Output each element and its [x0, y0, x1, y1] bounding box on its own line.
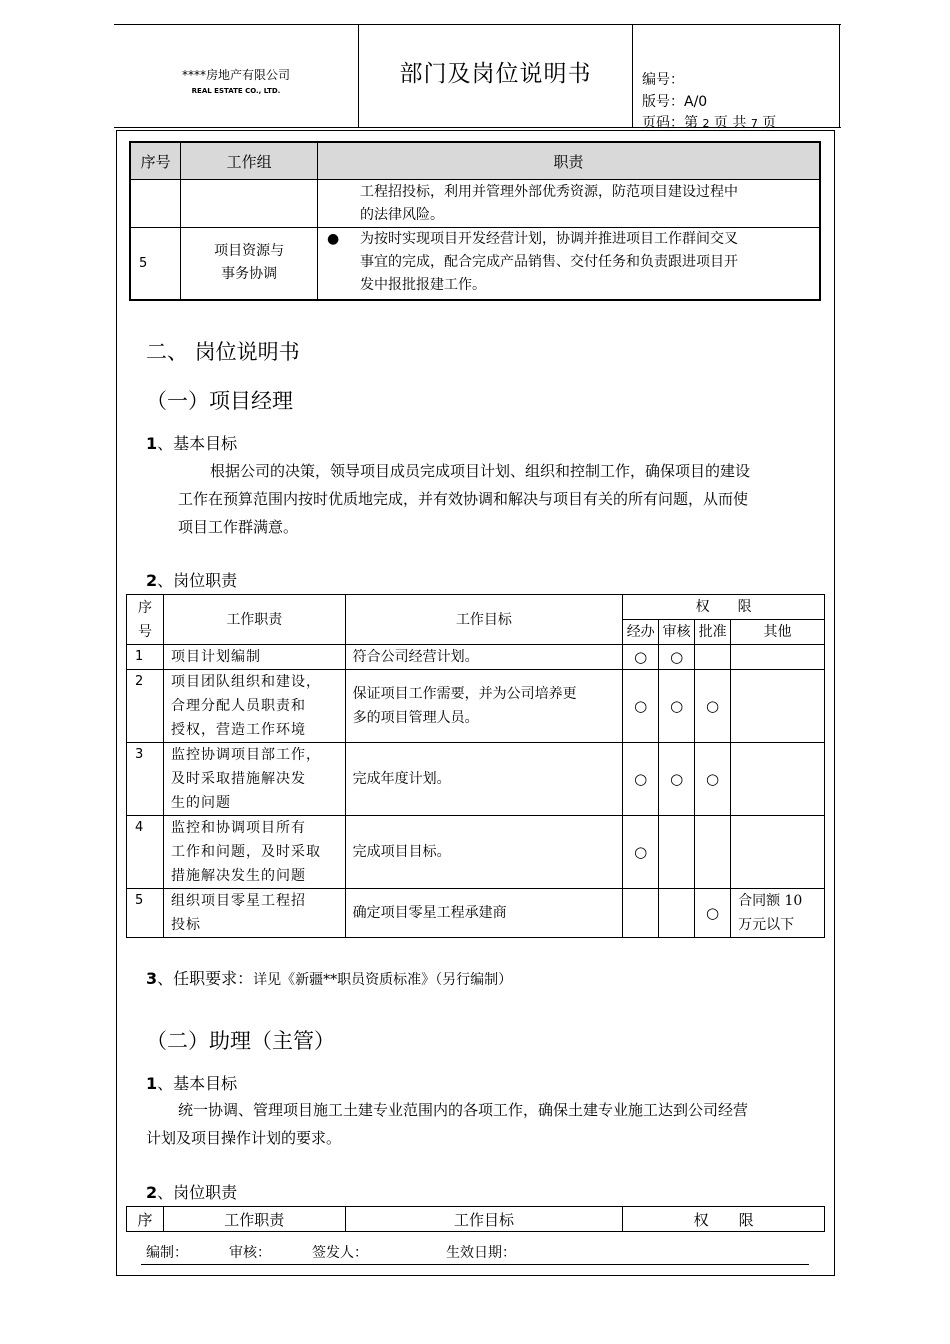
other-line: 合同额 10: [738, 893, 803, 909]
col-seq-line: 序: [137, 599, 152, 616]
target-line: 多的项目管理人员。: [352, 710, 479, 726]
duty-line: 为按时实现项目开发经营计划，协调并推进项目工作群间交叉: [359, 231, 738, 247]
col-auth-review: 审核: [659, 620, 695, 645]
col-seq-line: 号: [137, 623, 152, 640]
heading-num: 1: [146, 434, 158, 453]
mark-handle: ○: [623, 816, 659, 889]
mark-review: [659, 816, 695, 889]
footer-rule: [141, 1264, 809, 1265]
mark-approve: [695, 816, 731, 889]
heading-num: 2: [146, 1183, 158, 1202]
mark-other: [731, 645, 825, 670]
mark-handle: ○: [623, 743, 659, 816]
heading-num: 2: [146, 571, 158, 590]
mark-handle: ○: [623, 645, 659, 670]
col-authority: 权 限: [623, 595, 825, 620]
page-current: 2: [702, 117, 710, 130]
table-row: [127, 670, 825, 743]
heading-requirements: [146, 966, 512, 989]
mark-review: ○: [659, 670, 695, 743]
heading-duties: [146, 568, 237, 591]
company-name: ****房地产有限公司: [181, 68, 290, 82]
col-auth-approve: 批准: [695, 620, 731, 645]
col-target: 工作目标: [345, 1207, 623, 1232]
page-prefix: 页码：第: [642, 115, 698, 131]
row-duty: [317, 228, 820, 300]
duty-line: 工程招投标，利用并管理外部优秀资源，防范项目建设过程中: [359, 184, 738, 200]
document-header: [114, 24, 841, 131]
duty-line: 监控和协调项目所有: [170, 820, 306, 836]
row-target: 完成年度计划。: [345, 743, 623, 816]
table-row: [127, 645, 825, 670]
target-line: 保证项目工作需要，并为公司培养更: [352, 686, 577, 702]
duty-line: 组织项目零星工程招: [170, 893, 306, 909]
requirements-text: 详见《新疆**职员资质标准》（另行编制）: [253, 972, 513, 988]
duty-line: 的法律风险。: [359, 207, 444, 223]
table-row: [127, 889, 825, 938]
col-authority: 权 限: [623, 1207, 825, 1232]
row-duty: 项目计划编制: [163, 645, 345, 670]
footer-reviewer: 审核：: [229, 1245, 271, 1261]
mark-approve: ○: [695, 889, 731, 938]
duty-line: 及时采取措施解决发: [170, 771, 306, 787]
col-seq: [127, 595, 164, 645]
mark-approve: ○: [695, 670, 731, 743]
duty-line: 生的问题: [170, 795, 231, 811]
para-line: 工作在预算范围内按时优质地完成，并有效协调和解决与项目有关的所有问题，从而使: [178, 490, 749, 508]
doc-code: 编号：: [642, 72, 684, 88]
footer-editor: 编制：: [146, 1245, 188, 1261]
row-target: 符合公司经营计划。: [345, 645, 623, 670]
mark-review: [659, 889, 695, 938]
heading-num: 3: [146, 969, 158, 988]
duties-table: [126, 594, 825, 938]
col-target: 工作目标: [345, 595, 623, 645]
row-num: 2: [127, 670, 164, 743]
page-number: [642, 112, 776, 132]
mark-handle: ○: [623, 670, 659, 743]
page-total: 7: [750, 117, 758, 130]
table-row: [127, 816, 825, 889]
mark-other: [731, 743, 825, 816]
col-group: 工作组: [181, 142, 318, 180]
para-line: 项目工作群满意。: [178, 518, 299, 536]
row-group: [181, 180, 318, 228]
col-seq: 序号: [130, 142, 181, 180]
page-mid: 页 共: [713, 115, 747, 131]
duty-line: 发中报批报建工作。: [359, 277, 486, 293]
mark-other: [731, 889, 825, 938]
heading-basic-goal-2: [146, 1071, 237, 1094]
duty-line: 工作和问题，及时采取: [170, 844, 321, 860]
mark-approve: [695, 645, 731, 670]
mark-other: [731, 816, 825, 889]
duty-line: 措施解决发生的问题: [170, 868, 306, 884]
col-duty: 职责: [317, 142, 820, 180]
row-duty: [163, 816, 345, 889]
table-header-row: [130, 142, 820, 180]
company-name-en: REAL ESTATE CO., LTD.: [191, 87, 281, 95]
row-duty: [317, 180, 820, 228]
row-num: [130, 180, 181, 228]
row-target: 确定项目零星工程承建商: [345, 889, 623, 938]
other-line: 万元以下: [738, 917, 795, 933]
row-num: 4: [127, 816, 164, 889]
duties-table-2: [126, 1206, 825, 1232]
mark-approve: ○: [695, 743, 731, 816]
row-num: 5: [127, 889, 164, 938]
mark-other: [731, 670, 825, 743]
heading-label: 、岗位职责: [157, 1183, 238, 1202]
goal-paragraph-2: [146, 1096, 826, 1152]
col-duty: 工作职责: [163, 1207, 345, 1232]
subsection-title: （一）项目经理: [146, 389, 293, 413]
col-auth-handle: 经办: [623, 620, 659, 645]
duty-line: 事宜的完成，配合完成产品销售、交付任务和负责跟进项目开: [359, 254, 738, 270]
header-divider: [839, 25, 840, 127]
heading-basic-goal: [146, 431, 237, 454]
para-line: 统一协调、管理项目施工土建专业范围内的各项工作，确保土建专业施工达到公司经营: [178, 1101, 749, 1119]
row-num: 5: [130, 228, 181, 300]
table-row: [130, 180, 820, 228]
col-duty: 工作职责: [163, 595, 345, 645]
footer-effective-date: 生效日期：: [446, 1245, 516, 1261]
heading-label: 、基本目标: [157, 434, 238, 453]
row-duty: [163, 889, 345, 938]
document-title: 部门及岗位说明书: [399, 61, 592, 87]
subsection-title: （二）助理（主管）: [146, 1029, 335, 1053]
table-header-row: [127, 595, 825, 620]
para-line: 根据公司的决策，领导项目成员完成项目计划、组织和控制工作，确保项目的建设: [210, 462, 751, 480]
goal-paragraph: [178, 457, 828, 541]
row-target: [345, 670, 623, 743]
mark-review: ○: [659, 743, 695, 816]
row-num: 1: [127, 645, 164, 670]
heading-duties-2: [146, 1180, 237, 1203]
page-suffix: 页: [762, 115, 777, 131]
group-line: 事务协调: [221, 266, 278, 283]
heading-label: 、基本目标: [157, 1074, 238, 1093]
bullet-icon: ●: [326, 231, 340, 247]
row-duty: [163, 670, 345, 743]
footer-issuer: 签发人：: [312, 1245, 368, 1261]
heading-label: 、任职要求：: [157, 969, 254, 988]
mark-review: ○: [659, 645, 695, 670]
row-num: 3: [127, 743, 164, 816]
row-group: [181, 228, 318, 300]
section-title: 二、 岗位说明书: [146, 340, 300, 364]
heading-num: 1: [146, 1074, 158, 1093]
duty-line: 合理分配人员职责和: [170, 698, 306, 714]
col-seq: 序: [127, 1207, 164, 1232]
row-duty: [163, 743, 345, 816]
duty-line: 授权，营造工作环境: [170, 722, 306, 738]
row-target: 完成项目目标。: [345, 816, 623, 889]
table-row: [127, 743, 825, 816]
mark-handle: [623, 889, 659, 938]
header-divider: [632, 25, 633, 127]
heading-label: 、岗位职责: [157, 571, 238, 590]
workgroup-table: [129, 141, 821, 301]
doc-version: 版号：A/0: [642, 94, 708, 110]
duty-line: 项目团队组织和建设，: [170, 674, 321, 690]
duty-line: 投标: [170, 917, 201, 933]
para-line: 计划及项目操作计划的要求。: [146, 1129, 342, 1147]
duty-line: 监控协调项目部工作，: [170, 747, 321, 763]
col-auth-other: 其他: [731, 620, 825, 645]
group-line: 项目资源与: [214, 243, 285, 260]
table-header-row: [127, 1207, 825, 1232]
table-row: [130, 228, 820, 300]
